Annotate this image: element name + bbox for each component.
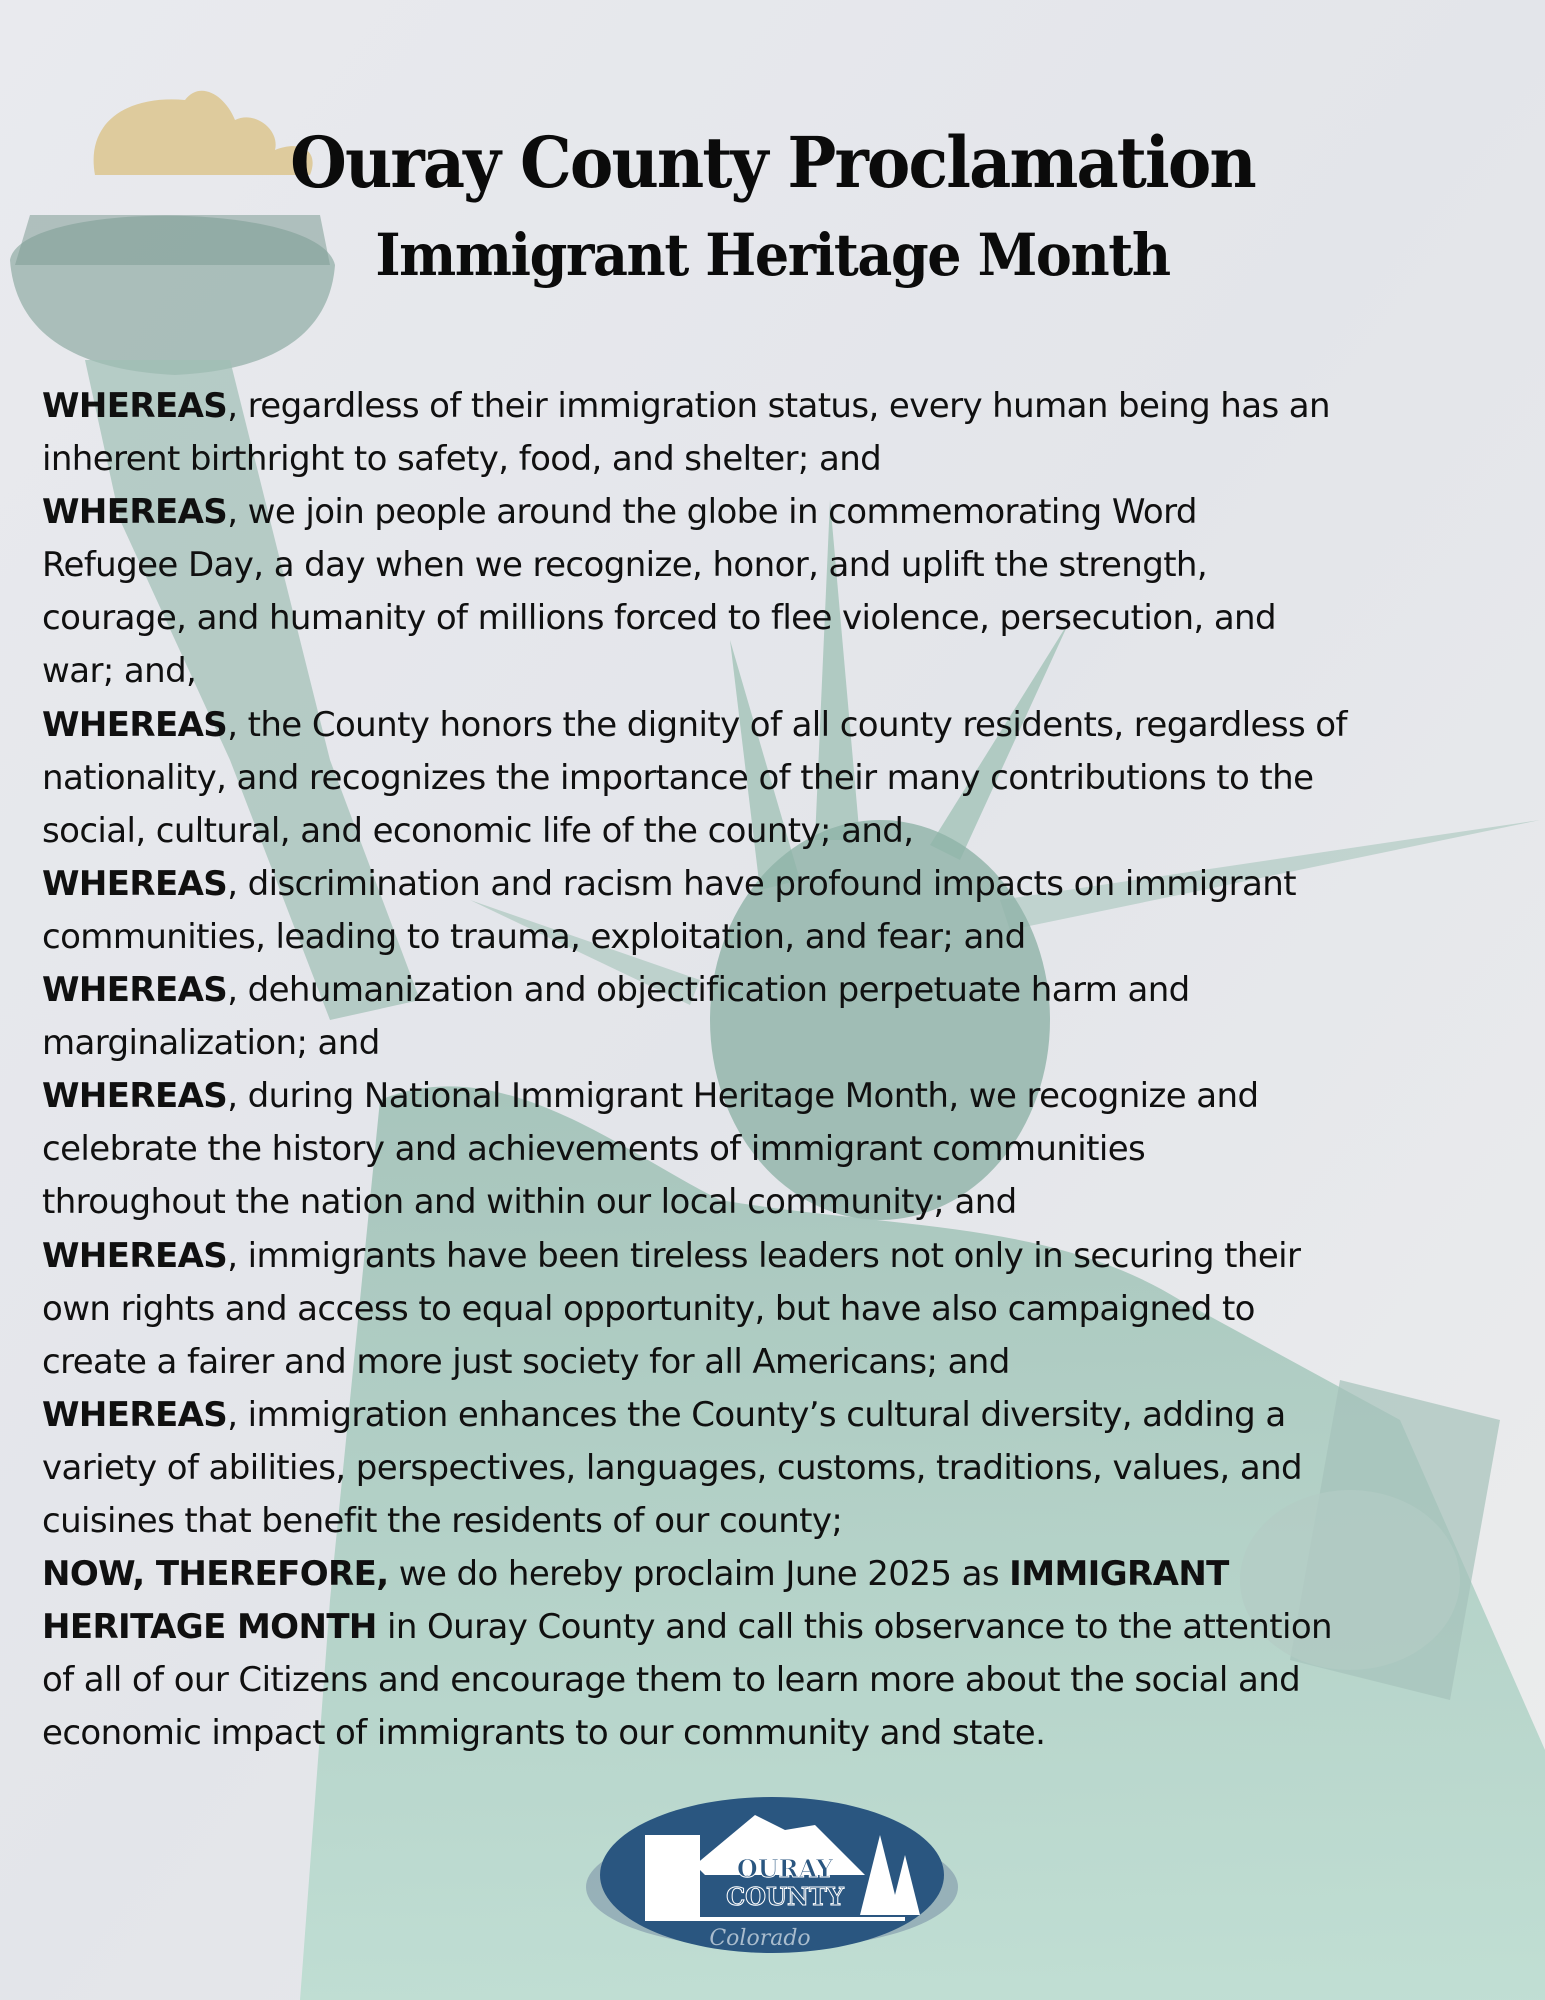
bold-phrase: WHEREAS <box>42 863 228 904</box>
proclamation-line <box>42 1123 1522 1176</box>
logo-county: COUNTY <box>726 1882 844 1911</box>
text-run: we do hereby proclaim June 2025 as <box>388 1554 1010 1595</box>
proclamation-line <box>42 699 1522 752</box>
ouray-county-logo <box>585 1795 960 1965</box>
proclamation-line <box>42 645 1522 698</box>
bold-phrase: WHEREAS <box>42 1235 228 1276</box>
bold-phrase: WHEREAS <box>42 970 228 1011</box>
proclamation-line <box>42 911 1522 964</box>
text-run: , the County honors the dignity of all county residents, regardless of <box>227 704 1347 745</box>
proclamation-line <box>42 805 1522 858</box>
logo-ouray: OURAY <box>736 1854 834 1883</box>
text-run: courage, and humanity of millions forced to flee violence, persecution, and <box>42 598 1276 639</box>
proclamation-line <box>42 539 1522 592</box>
text-run: economic impact of immigrants to our community and state. <box>42 1713 1046 1754</box>
text-run: nationality, and recognizes the importance of their many contributions to the <box>42 757 1314 798</box>
text-run: , dehumanization and objectification perpetuate harm and <box>227 970 1190 1011</box>
proclamation-line <box>42 1495 1522 1548</box>
bold-phrase: WHEREAS <box>42 386 228 426</box>
text-run: marginalization; and <box>42 1023 380 1064</box>
proclamation-line <box>42 433 1522 486</box>
text-run: , during National Immigrant Heritage Month, we recognize and <box>227 1076 1259 1117</box>
proclamation-line <box>42 1442 1522 1495</box>
text-run: social, cultural, and economic life of the county; and, <box>42 810 914 851</box>
bold-phrase: WHEREAS <box>42 492 228 533</box>
logo-colorado: Colorado <box>709 1926 811 1951</box>
text-run: variety of abilities, perspectives, languages, customs, traditions, values, and <box>42 1447 1303 1488</box>
text-run: inherent birthright to safety, food, and shelter; and <box>42 439 882 480</box>
bold-phrase: IMMIGRANT <box>1009 1554 1229 1595</box>
proclamation-line <box>42 1601 1522 1654</box>
page-title: Ouray County Proclamation <box>290 121 1255 204</box>
page-subtitle: Immigrant Heritage Month <box>375 221 1170 289</box>
proclamation-line <box>42 858 1522 911</box>
bold-phrase: WHEREAS <box>42 1394 228 1435</box>
text-run: , immigration enhances the County’s cultural diversity, adding a <box>227 1394 1286 1435</box>
proclamation-line <box>42 1654 1522 1707</box>
bold-phrase: HERITAGE MONTH <box>42 1607 377 1648</box>
bold-phrase: WHEREAS <box>42 704 228 745</box>
proclamation-line <box>42 1176 1522 1229</box>
proclamation-line <box>42 752 1522 805</box>
text-run: war; and, <box>42 651 197 692</box>
text-run: create a fairer and more just society for all Americans; and <box>42 1341 1010 1382</box>
proclamation-line <box>42 1283 1522 1336</box>
proclamation-line <box>42 1389 1522 1442</box>
text-run: , regardless of their immigration status, every human being has an <box>227 386 1330 426</box>
proclamation-line <box>42 1017 1522 1070</box>
proclamation-line <box>42 964 1522 1017</box>
text-run: , discrimination and racism have profound impacts on immigrant <box>227 863 1296 904</box>
proclamation-body <box>42 380 1522 1760</box>
proclamation-line <box>42 380 1522 433</box>
proclamation-line <box>42 486 1522 539</box>
proclamation-line <box>42 1336 1522 1389</box>
text-run: in Ouray County and call this observance to the attention <box>376 1607 1332 1648</box>
text-run: , immigrants have been tireless leaders not only in securing their <box>227 1235 1301 1276</box>
text-run: own rights and access to equal opportunity, but have also campaigned to <box>42 1288 1255 1329</box>
proclamation-line <box>42 1230 1522 1283</box>
proclamation-line <box>42 592 1522 645</box>
proclamation-line <box>42 1707 1522 1760</box>
text-run: Refugee Day, a day when we recognize, honor, and uplift the strength, <box>42 545 1208 586</box>
text-run: cuisines that benefit the residents of our county; <box>42 1500 843 1541</box>
bold-phrase: NOW, THEREFORE, <box>42 1554 389 1595</box>
text-run: throughout the nation and within our local community; and <box>42 1182 1017 1223</box>
text-run: communities, leading to trauma, exploitation, and fear; and <box>42 916 1026 957</box>
proclamation-line <box>42 1070 1522 1123</box>
text-run: , we join people around the globe in commemorating Word <box>227 492 1197 533</box>
courthouse-icon <box>645 1835 700 1920</box>
proclamation-line <box>42 1548 1522 1601</box>
text-run: celebrate the history and achievements of immigrant communities <box>42 1129 1146 1170</box>
text-run: of all of our Citizens and encourage them to learn more about the social and <box>42 1660 1301 1701</box>
bold-phrase: WHEREAS <box>42 1076 228 1117</box>
